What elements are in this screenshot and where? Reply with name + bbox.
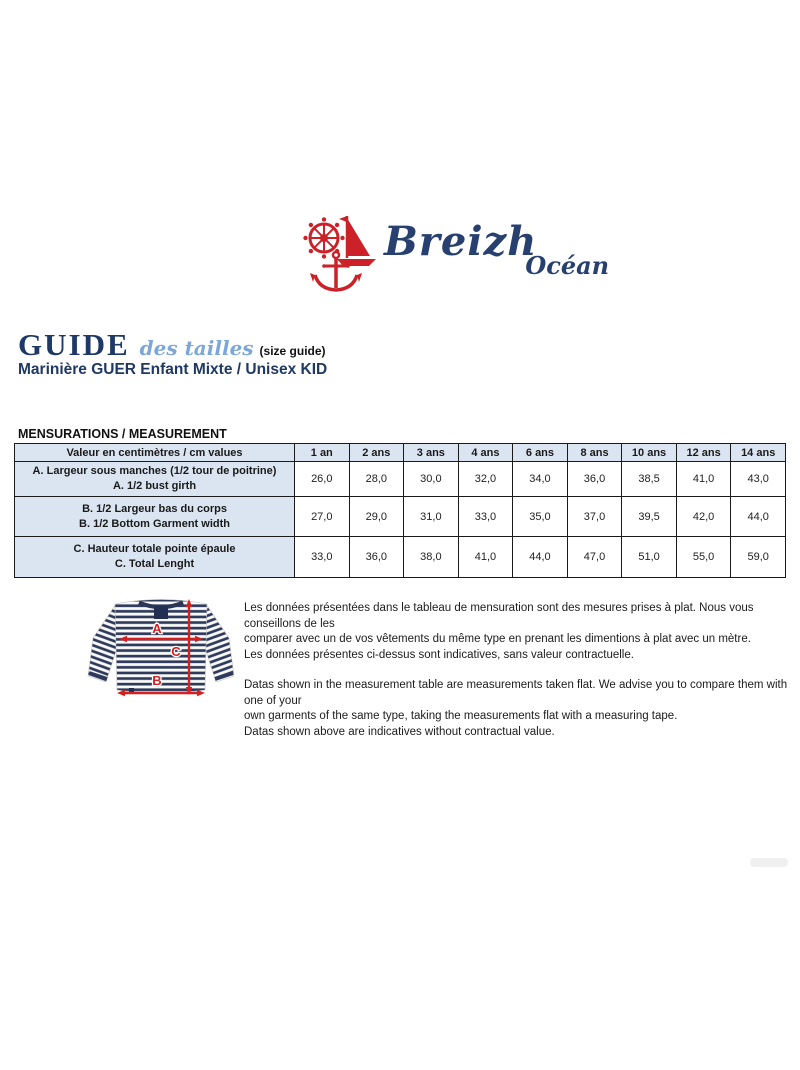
guide-heading xyxy=(18,329,326,360)
arrow-label-c: C xyxy=(171,644,181,659)
measurement-value-cell: 41,0 xyxy=(676,462,731,497)
note-line-en: own garments of the same type, taking the measurements flat with a measuring tape. xyxy=(244,710,678,722)
measurement-row xyxy=(15,462,786,497)
measurement-value-cell: 26,0 xyxy=(295,462,350,497)
measurement-value-cell: 33,0 xyxy=(295,537,350,578)
measurement-value-cell: 33,0 xyxy=(458,497,513,537)
brand-name-primary: Breizh xyxy=(384,218,538,265)
measurement-label-cell: A. Largeur sous manches (1/2 tour de poitrine) A. 1/2 bust girth xyxy=(15,462,295,497)
size-column-header: 2 ans xyxy=(349,444,404,462)
measurement-value-cell: 36,0 xyxy=(567,462,622,497)
note-line-fr: comparer avec un de vos vêtements du même type en prenant les dimentions à plat avec un mètre. xyxy=(244,633,751,645)
measurement-label-cell: C. Hauteur totale pointe épaule C. Total Lenght xyxy=(15,537,295,578)
measurement-value-cell: 42,0 xyxy=(676,497,731,537)
measurement-value-cell: 37,0 xyxy=(567,497,622,537)
measurement-value-cell: 30,0 xyxy=(404,462,459,497)
measurement-value-cell: 29,0 xyxy=(349,497,404,537)
measurement-notes xyxy=(244,601,800,740)
measurement-value-cell: 43,0 xyxy=(731,462,786,497)
measurement-value-cell: 39,5 xyxy=(622,497,677,537)
measurements-section-title: MENSURATIONS / MEASUREMENT xyxy=(18,427,227,441)
guide-subtitle-note: (size guide) xyxy=(259,344,326,358)
measurement-row xyxy=(15,497,786,537)
brand-logo xyxy=(300,212,609,296)
guide-subtitle-script: des tailles xyxy=(139,336,254,360)
shirt-neck-label xyxy=(154,606,168,619)
measurement-value-cell: 44,0 xyxy=(513,537,568,578)
measurement-value-cell: 38,0 xyxy=(404,537,459,578)
note-line-fr: Les données présentes ci-dessus sont indicatives, sans valeur contractuelle. xyxy=(244,648,634,661)
measurement-value-cell: 35,0 xyxy=(513,497,568,537)
product-title: Marinière GUER Enfant Mixte / Unisex KID xyxy=(18,361,328,378)
size-table xyxy=(14,443,786,578)
measurement-value-cell: 55,0 xyxy=(676,537,731,578)
size-table-header-row xyxy=(15,444,786,462)
measurement-value-cell: 51,0 xyxy=(622,537,677,578)
measurement-value-cell: 41,0 xyxy=(458,537,513,578)
size-column-header: 10 ans xyxy=(622,444,677,462)
measurement-value-cell: 27,0 xyxy=(295,497,350,537)
measurement-value-cell: 36,0 xyxy=(349,537,404,578)
size-column-header: 4 ans xyxy=(458,444,513,462)
note-paragraph-gap xyxy=(244,663,800,678)
measurement-value-cell: 31,0 xyxy=(404,497,459,537)
arrow-label-b: B xyxy=(152,673,162,688)
note-line-en: Datas shown in the measurement table are measurements taken flat. We advise you to compare them with one of your xyxy=(244,679,788,707)
measurement-value-cell: 44,0 xyxy=(731,497,786,537)
scan-artifact xyxy=(750,858,788,867)
measurement-row xyxy=(15,537,786,578)
size-column-header: 12 ans xyxy=(676,444,731,462)
size-column-header: 6 ans xyxy=(513,444,568,462)
measurement-value-cell: 34,0 xyxy=(513,462,568,497)
measurement-value-cell: 47,0 xyxy=(567,537,622,578)
measurement-value-cell: 32,0 xyxy=(458,462,513,497)
shirt-measurement-diagram xyxy=(84,592,238,706)
guide-title: GUIDE xyxy=(18,327,130,362)
ship-wheel-sail-anchor-icon xyxy=(300,212,380,296)
measurement-label-cell: B. 1/2 Largeur bas du corps B. 1/2 Bottom Garment width xyxy=(15,497,295,537)
size-column-header: 14 ans xyxy=(731,444,786,462)
measurement-value-cell: 38,5 xyxy=(622,462,677,497)
measurement-value-cell: 28,0 xyxy=(349,462,404,497)
note-line-en: Datas shown above are indicatives without contractual value. xyxy=(244,725,555,738)
note-line-fr: Les données présentées dans le tableau de mensuration sont des mesures prises à plat. Nous vous conseillons de les xyxy=(244,602,754,630)
brand-name-secondary: Océan xyxy=(525,251,610,280)
arrow-label-a: A xyxy=(152,621,162,636)
table-header-label: Valeur en centimètres / cm values xyxy=(15,444,295,462)
size-table-body xyxy=(15,462,786,578)
size-column-header: 8 ans xyxy=(567,444,622,462)
measurement-value-cell: 59,0 xyxy=(731,537,786,578)
size-column-header: 3 ans xyxy=(404,444,459,462)
size-column-header: 1 an xyxy=(295,444,350,462)
brand-name xyxy=(384,218,610,280)
